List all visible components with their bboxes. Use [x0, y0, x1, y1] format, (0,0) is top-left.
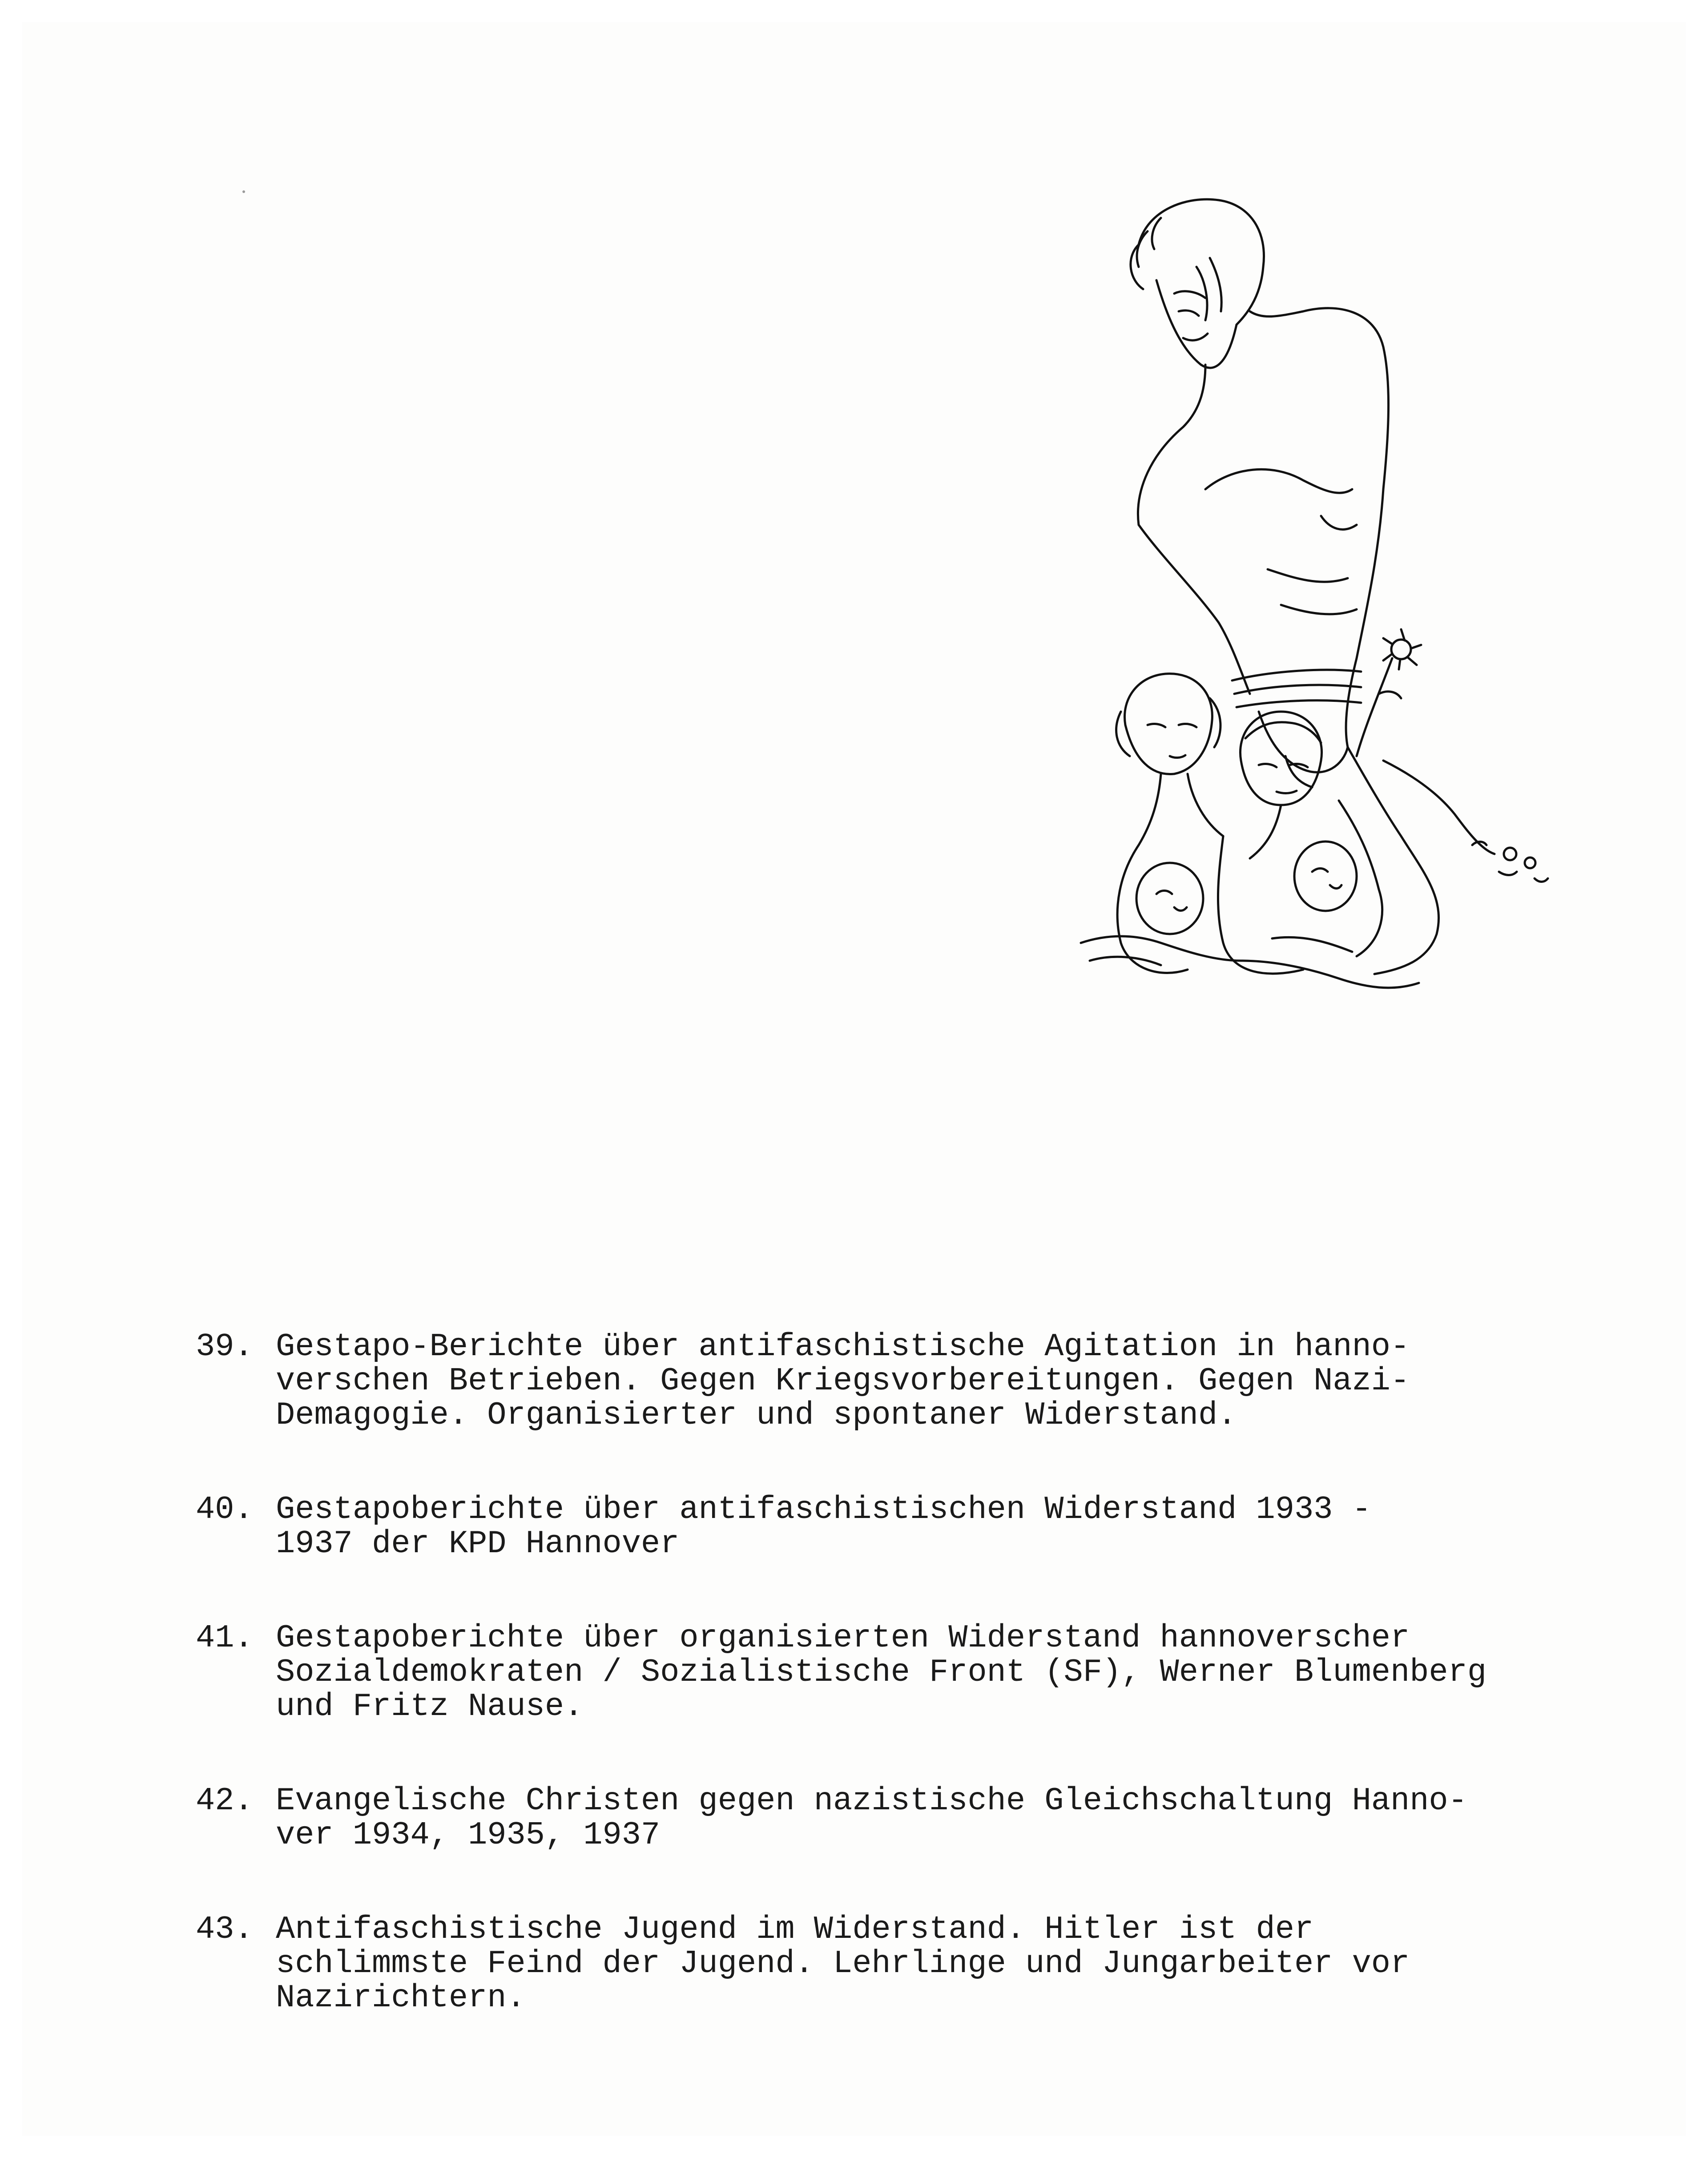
item-line: schlimmste Feind der Jugend. Lehrlinge und Jungarbeiter vor	[276, 1945, 1410, 1982]
item-number: 40.	[196, 1491, 254, 1528]
item-number: 43.	[196, 1911, 254, 1948]
item-line: verschen Betrieben. Gegen Kriegsvorbereitungen. Gegen Nazi-	[276, 1363, 1410, 1399]
list-item	[196, 1493, 1664, 1561]
item-line: Demagogie. Organisierter und spontaner Widerstand.	[276, 1397, 1237, 1433]
item-line: Gestapoberichte über organisierten Widerstand hannoverscher	[276, 1620, 1410, 1656]
item-line: Evangelische Christen gegen nazistische Gleichschaltung Hanno-	[276, 1783, 1467, 1819]
item-line: 1937 der KPD Hannover	[276, 1526, 680, 1562]
item-line: Sozialdemokraten / Sozialistische Front (SF), Werner Blumenberg	[276, 1654, 1487, 1691]
item-number: 42.	[196, 1783, 254, 1819]
document-page	[22, 22, 1686, 2136]
item-line: Nazirichtern.	[276, 1980, 526, 2016]
item-line: Gestapo-Berichte über antifaschistische Agitation in hanno-	[276, 1329, 1410, 1365]
document-list	[196, 1330, 1664, 2075]
item-line: und Fritz Nause.	[276, 1688, 584, 1725]
paper-speck	[242, 190, 245, 193]
item-line: Gestapoberichte über antifaschistischen Widerstand 1933 -	[276, 1491, 1371, 1528]
list-item	[196, 1621, 1664, 1724]
ink-drawing-icon	[1072, 178, 1606, 1001]
list-item	[196, 1330, 1664, 1433]
item-line: ver 1934, 1935, 1937	[276, 1817, 661, 1853]
list-item	[196, 1784, 1664, 1852]
item-line: Antifaschistische Jugend im Widerstand. Hitler ist der	[276, 1911, 1314, 1948]
list-item	[196, 1912, 1664, 2015]
item-number: 39.	[196, 1329, 254, 1365]
item-number: 41.	[196, 1620, 254, 1656]
